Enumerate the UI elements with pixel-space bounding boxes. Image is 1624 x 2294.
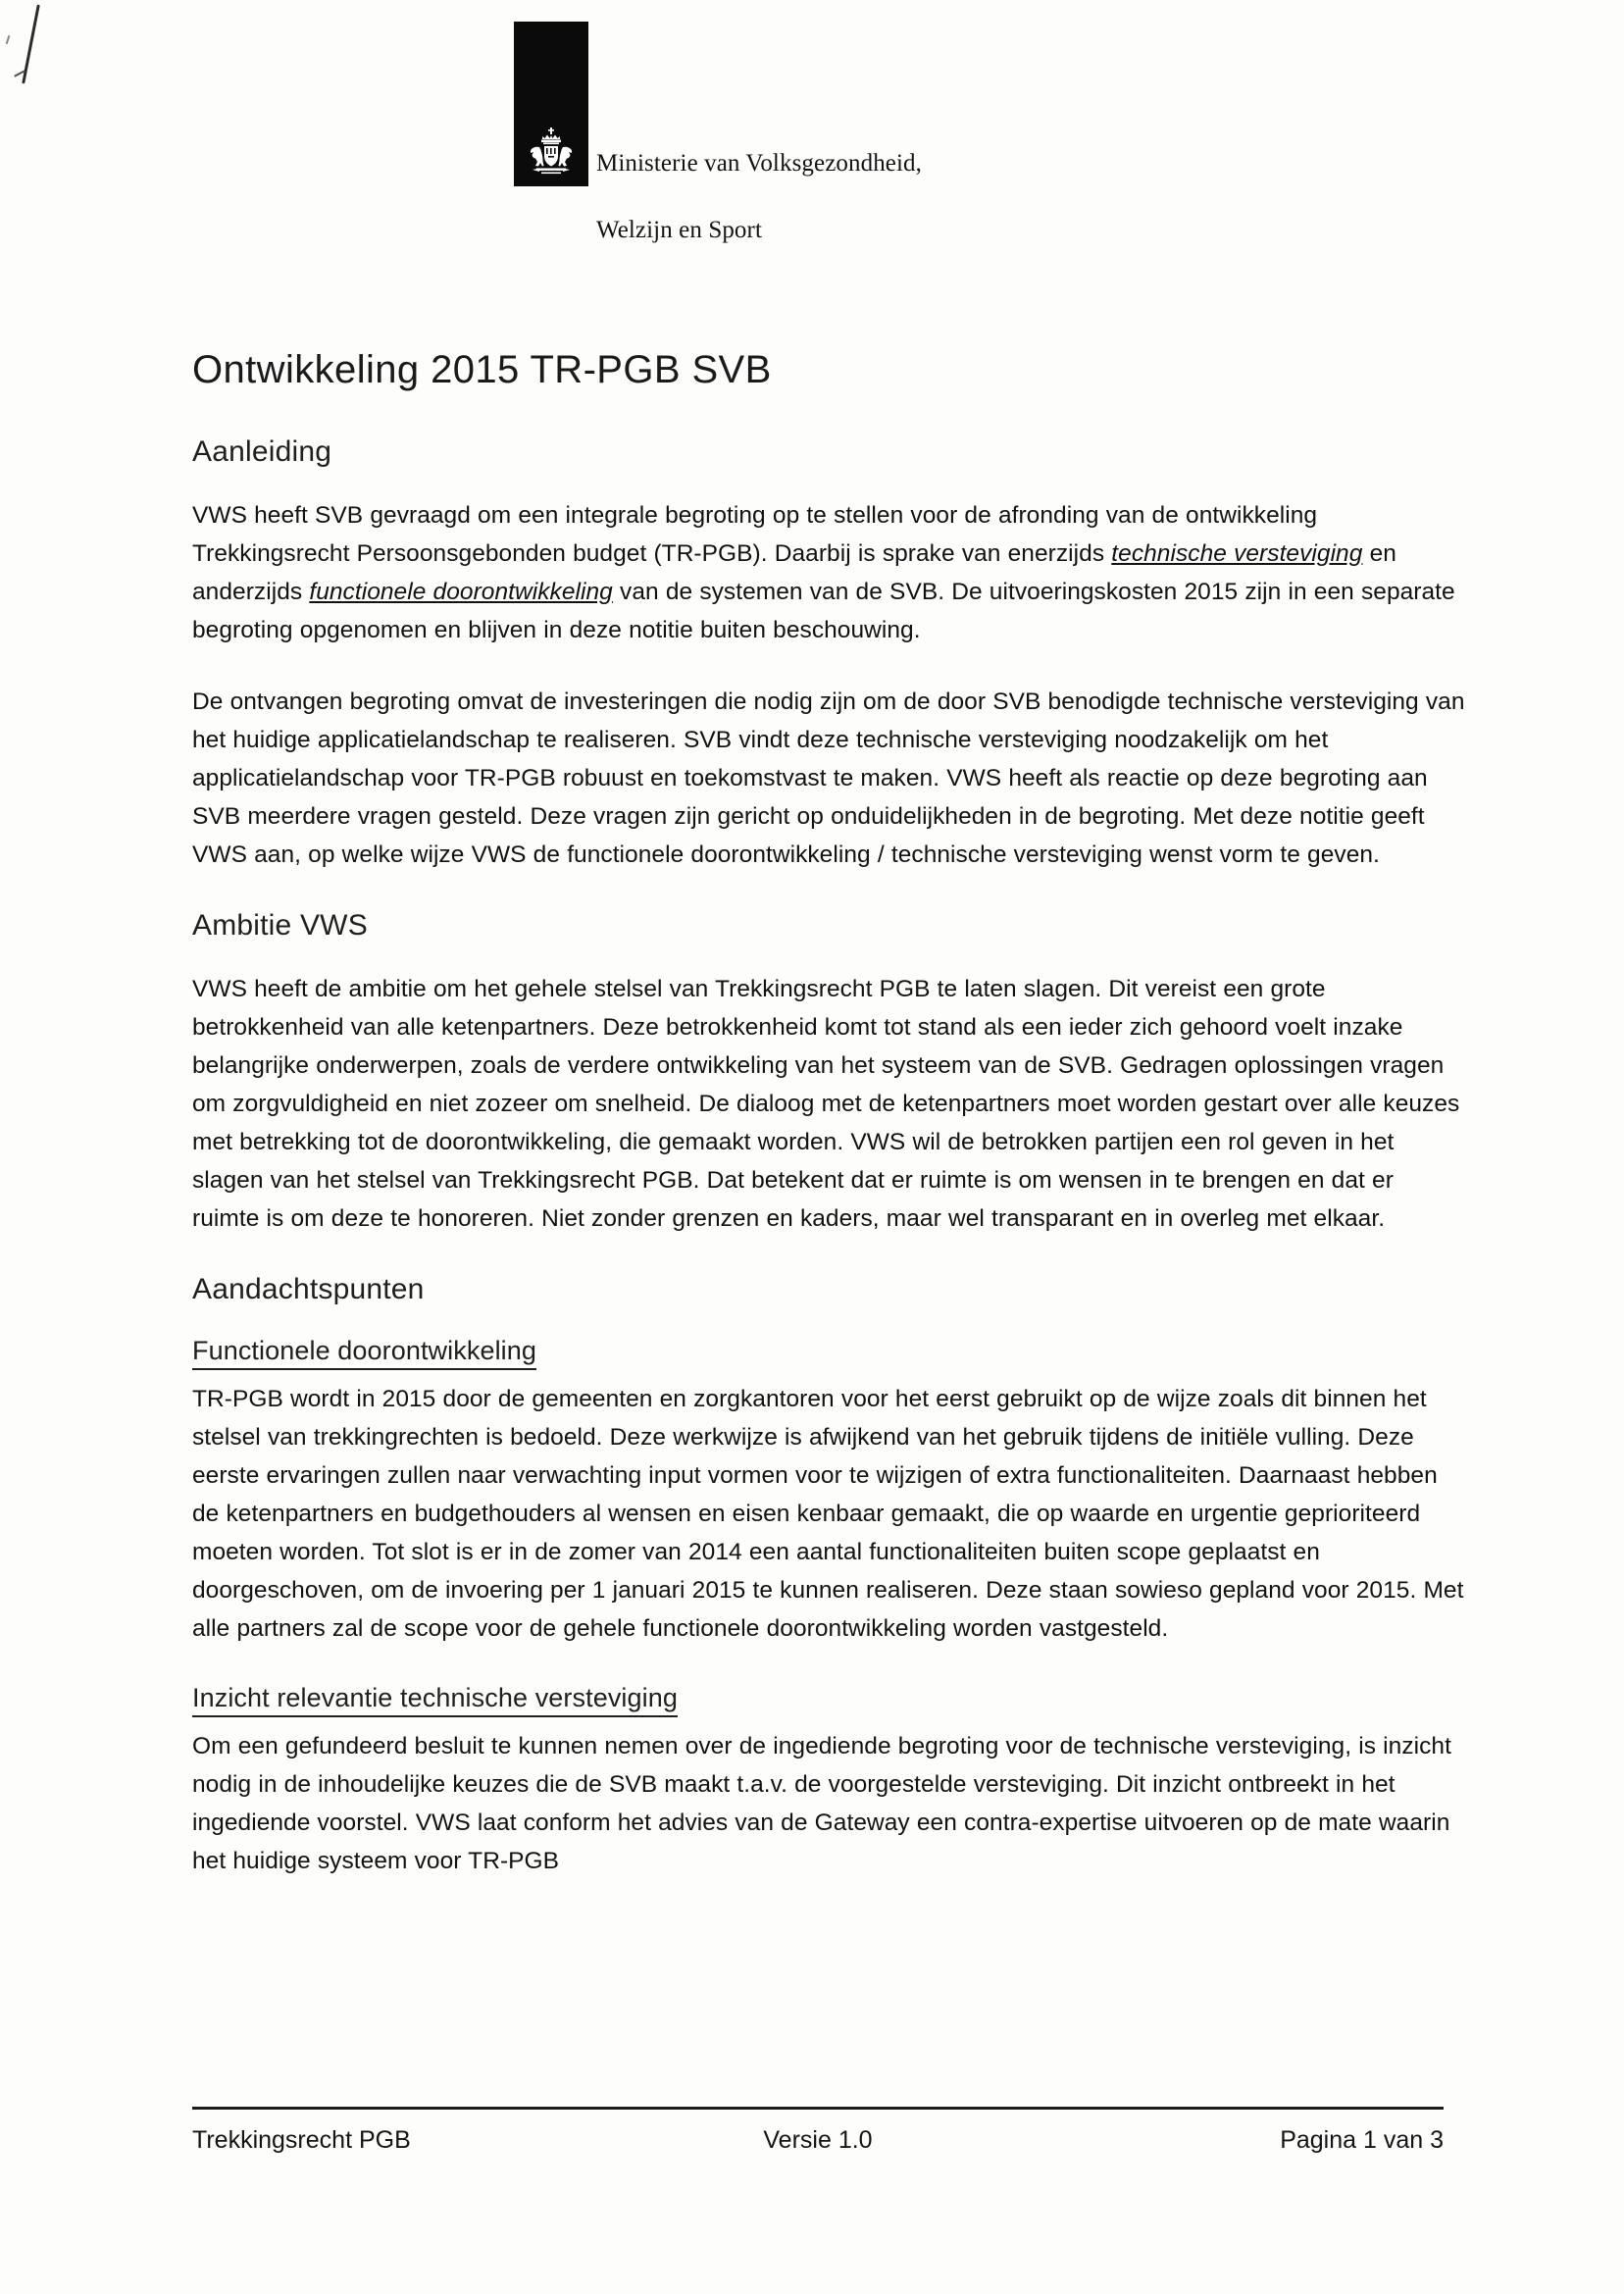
ministry-name-line1: Ministerie van Volksgezondheid, — [596, 150, 922, 177]
netherlands-coat-of-arms-icon — [520, 126, 583, 184]
section-heading-aanleiding: Aanleiding — [192, 435, 332, 468]
subsection-heading-wrap-functionele — [192, 1334, 1467, 1374]
paragraph-aanleiding-1 — [192, 496, 1467, 649]
paragraph-inzicht-relevantie: Om een gefundeerd besluit te kunnen nemen over de ingediende begroting voor de technische versteviging, is inzicht nodig in de inhoudelijke keuzes die de SVB maakt t.a.v. de voorgestelde versteviging. Dit inzicht ontbreekt in het ingediende voorstel. VWS laat conform het advies van de Gateway een contra-expertise uitvoeren op de mate waarin het huidige systeem voor TR-PGB — [192, 1733, 1451, 1874]
subsection-heading-functionele-doorontwikkeling: Functionele doorontwikkeling — [192, 1334, 536, 1370]
paragraph-text-fragment: en anderzijds — [192, 540, 1396, 605]
paragraph-text-fragment: VWS heeft SVB gevraagd om een integrale begroting op te stellen voor de afronding van de ontwikkeling Trekkingsrecht Persoonsgebonden budget (TR-PGB). Daarbij is sprake van enerzijds — [192, 502, 1318, 567]
page-footer — [192, 2126, 1444, 2155]
ministry-logo-block — [514, 22, 588, 186]
subsection-heading-inzicht-relevantie: Inzicht relevantie technische versteviging — [192, 1681, 678, 1717]
section-heading-ambitie-vws: Ambitie VWS — [192, 909, 368, 942]
emphasis-technische-versteviging: technische versteviging — [1111, 540, 1363, 567]
page-title: Ontwikkeling 2015 TR-PGB SVB — [192, 348, 772, 391]
footer-page-number: Pagina 1 van 3 — [1280, 2126, 1444, 2154]
footer-version: Versie 1.0 — [763, 2126, 873, 2154]
document-masthead — [0, 0, 1624, 294]
paragraph-aanleiding-2: De ontvangen begroting omvat de investeringen die nodig zijn om de door SVB benodigde technische versteviging van het huidige applicatielandschap te realiseren. SVB vindt deze technische versteviging noodzakelijk om het applicatielandschap voor TR-PGB robuust en toekomstvast te maken. VWS heeft als reactie op deze begroting aan SVB meerdere vragen gesteld. Deze vragen zijn gericht op onduidelijkheden in de begroting. Met deze notitie geeft VWS aan, op welke wijze VWS de functionele doorontwikkeling / technische versteviging wenst vorm te geven. — [192, 688, 1465, 868]
emphasis-functionele-doorontwikkeling: functionele doorontwikkeling — [309, 579, 613, 605]
subsection-heading-wrap-inzicht — [192, 1681, 1467, 1721]
section-heading-aandachtspunten: Aandachtspunten — [192, 1273, 425, 1305]
document-content — [192, 345, 1467, 1910]
ministry-name-line2: Welzijn en Sport — [596, 217, 762, 243]
ministry-name — [596, 114, 922, 280]
paragraph-text-fragment: van de systemen van de SVB. De uitvoeringskosten 2015 zijn in een separate begroting opgenomen en blijven in deze notitie buiten beschouwing. — [192, 579, 1455, 643]
paragraph-ambitie-1: VWS heeft de ambitie om het gehele stelsel van Trekkingsrecht PGB te laten slagen. Dit vereist een grote betrokkenheid van alle ketenpartners. Deze betrokkenheid komt tot stand als een ieder zich gehoord voelt inzake belangrijke onderwerpen, zoals de verdere ontwikkeling van het systeem van de SVB. Gedragen oplossingen vragen om zorgvuldigheid en niet zozeer om snelheid. De dialoog met de ketenpartners moet worden gestart over alle keuzes met betrekking tot de doorontwikkeling, die gemaakt worden. VWS wil de betrokken partijen een rol geven in het slagen van het stelsel van Trekkingsrecht PGB. Dat betekent dat er ruimte is om wensen in te brengen en dat er ruimte is om deze te honoreren. Niet zonder grenzen en kaders, maar wel transparant en in overleg met elkaar. — [192, 976, 1460, 1232]
paragraph-functionele-doorontwikkeling: TR-PGB wordt in 2015 door de gemeenten en zorgkantoren voor het eerst gebruikt op de wijze zoals dit binnen het stelsel van trekkingrechten is bedoeld. Deze werkwijze is afwijkend van het gebruik tijdens de initiële vulling. Deze eerste ervaringen zullen naar verwachting input vormen voor te wijzigen of extra functionaliteiten. Daarnaast hebben de ketenpartners en budgethouders al wensen en eisen kenbaar gemaakt, die op waarde en urgentie geprioriteerd moeten worden. Tot slot is er in de zomer van 2014 een aantal functionaliteiten buiten scope geplaatst en doorgeschoven, om de invoering per 1 januari 2015 te kunnen realiseren. Deze staan sowieso gepland voor 2015. Met alle partners zal de scope voor de gehele functionele doorontwikkeling worden vastgesteld. — [192, 1386, 1464, 1642]
footer-document-name: Trekkingsrecht PGB — [192, 2126, 411, 2154]
footer-divider — [192, 2107, 1444, 2110]
